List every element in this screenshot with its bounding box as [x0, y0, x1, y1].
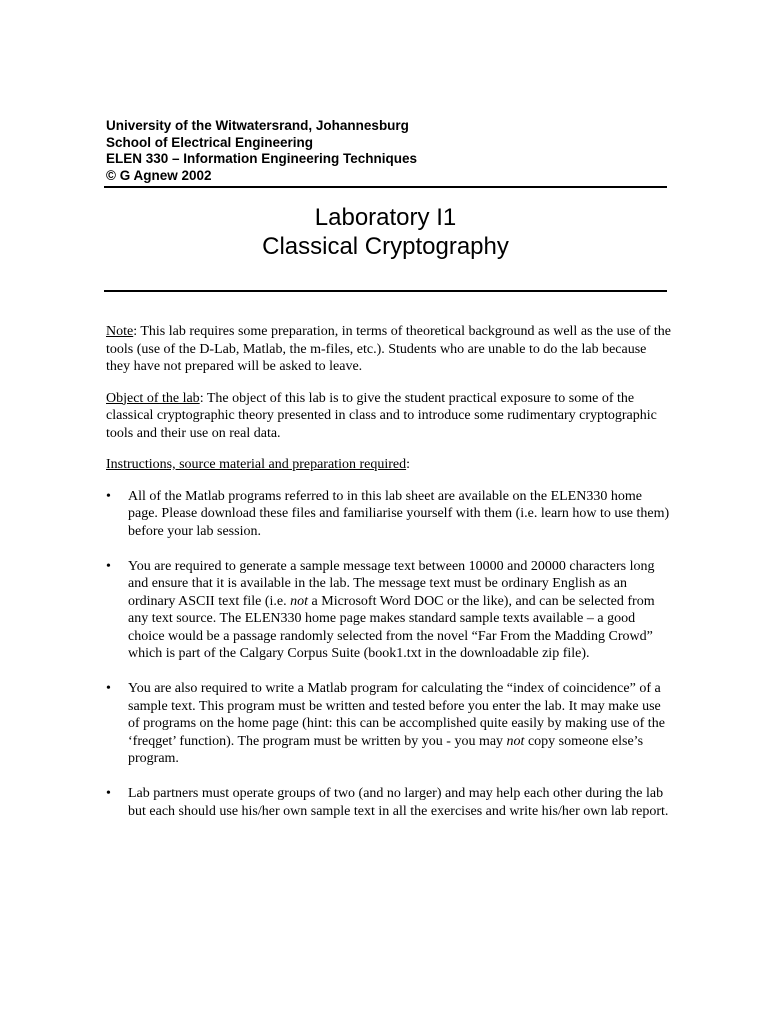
object-paragraph	[106, 390, 671, 443]
bullet-icon: •	[106, 558, 111, 574]
title-divider	[104, 290, 667, 292]
bullet-emphasis-not: not	[506, 733, 525, 749]
title-line-1: Laboratory I1	[314, 204, 457, 231]
note-text: : This lab requires some preparation, in terms of theoretical background as well as the use of the tools (use of the D-Lab, Matlab, the m-files, etc.). Students who are unable to do the lab because they have not prepared will be asked to leave.	[106, 324, 672, 374]
list-item	[106, 785, 671, 820]
university-name: University of the Witwatersrand, Johannesburg	[106, 118, 409, 133]
instructions-label: Instructions, source material and preparation required	[106, 457, 407, 472]
document-title	[104, 203, 667, 261]
instructions-suffix: :	[406, 457, 410, 472]
copyright-line: © G Agnew 2002	[106, 167, 212, 183]
title-line-2: Classical Cryptography	[262, 233, 509, 260]
course-name: ELEN 330 – Information Engineering Techniques	[106, 151, 418, 166]
list-item	[106, 488, 671, 541]
list-item	[106, 558, 671, 663]
bullet-text-4: Lab partners must operate groups of two (and no larger) and may help each other during the lab but each should use his/her own sample text in all the exercises and write his/her own lab report.	[128, 786, 669, 819]
bullet-text-2a: You are required to generate a sample message text between 10000 and 20000 characters long and ensure that it is available in the lab. The message text must be ordinary English as an ordinary ASCII text file (i.e.	[128, 558, 655, 609]
note-paragraph	[106, 323, 671, 376]
bullet-icon: •	[106, 681, 111, 696]
header-divider	[104, 186, 667, 188]
document-body	[106, 323, 671, 838]
bullet-icon: •	[106, 488, 111, 504]
instructions-heading	[106, 456, 671, 474]
school-name: School of Electrical Engineering	[106, 134, 314, 150]
list-item	[106, 680, 671, 768]
bullet-text-1: All of the Matlab programs referred to in this lab sheet are available on the ELEN330 home page. Please download these files and familiarise yourself with them (i.e. learn how to use them) before your lab session.	[128, 488, 670, 539]
note-label: Note	[106, 324, 134, 339]
object-text: : The object of this lab is to give the student practical exposure to some of the classical cryptographic theory presented in class and to introduce some rudimentary cryptographic tools and their use on real data.	[106, 390, 657, 441]
bullet-text-3b: copy someone else’s program.	[128, 733, 644, 766]
bullet-text-2b: a Microsoft Word DOC or the like), and can be selected from any text source. The ELEN330 home page makes standard sample texts available – a good choice would be a passage randomly selected from the novel “Far From the Madding Crowd” which is part of the Calgary Corpus Suite (book1.txt in the downloadable zip file).	[128, 593, 655, 661]
bullet-icon: •	[106, 786, 111, 801]
document-header	[106, 118, 666, 184]
bullet-text-3a: You are also required to write a Matlab program for calculating the “index of coincidence” of a sample text. This program must be written and tested before you enter the lab. It may make use of programs on the home page (hint: this can be accomplished quite easily by making use of the ‘freqget’ function). The program must be written by you - you may	[128, 681, 665, 749]
instructions-list	[106, 488, 671, 821]
bullet-emphasis-not: not	[290, 593, 309, 609]
object-label: Object of the lab	[106, 390, 200, 406]
